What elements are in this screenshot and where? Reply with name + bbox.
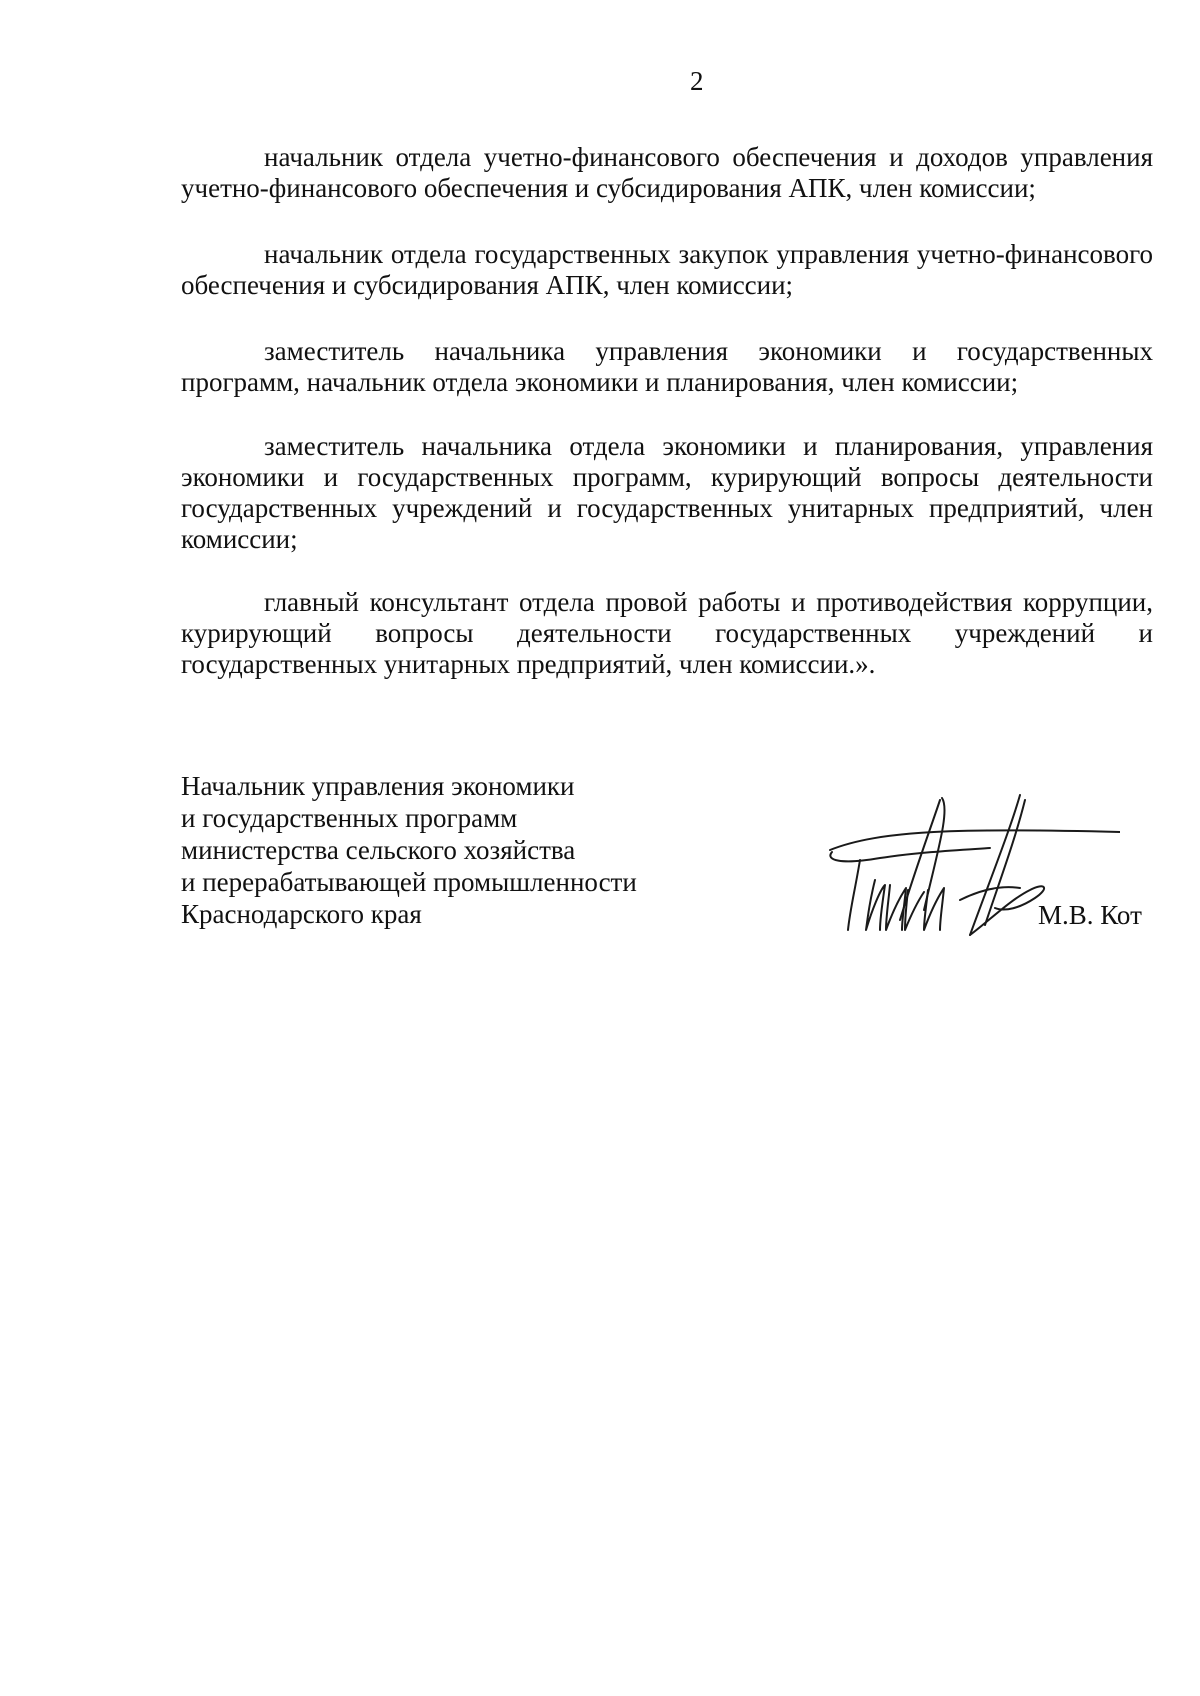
paragraph-1: начальник отдела учетно-финансового обеспечения и доходов управления учетно-финансового обеспечения и субсидирования АПК, член комиссии; bbox=[181, 142, 1153, 203]
signature-title-block bbox=[181, 770, 637, 930]
signature-title-line-2: и государственных программ bbox=[181, 803, 518, 833]
signature-title-line-1: Начальник управления экономики bbox=[181, 771, 575, 801]
signature-title-line-5: Краснодарского края bbox=[181, 899, 422, 929]
signatory-name: М.В. Кот bbox=[1038, 900, 1142, 930]
page-number: 2 bbox=[690, 66, 704, 96]
paragraph-3: заместитель начальника управления экономики и государственных программ, начальник отдела экономики и планирования, член комиссии; bbox=[181, 336, 1153, 397]
paragraph-5: главный консультант отдела провой работы и противодействия коррупции, курирующий вопросы деятельности государственных учреждений и государственных унитарных предприятий, член комиссии.». bbox=[181, 587, 1153, 679]
paragraph-2: начальник отдела государственных закупок управления учетно-финансового обеспечения и субсидирования АПК, член комиссии; bbox=[181, 239, 1153, 300]
paragraph-4: заместитель начальника отдела экономики и планирования, управления экономики и государственных программ, курирующий вопросы деятельности государственных учреждений и государственных унитарных предприятий, член комиссии; bbox=[181, 431, 1153, 554]
signature-title-line-4: и перерабатывающей промышленности bbox=[181, 867, 637, 897]
signature-title-line-3: министерства сельского хозяйства bbox=[181, 835, 576, 865]
